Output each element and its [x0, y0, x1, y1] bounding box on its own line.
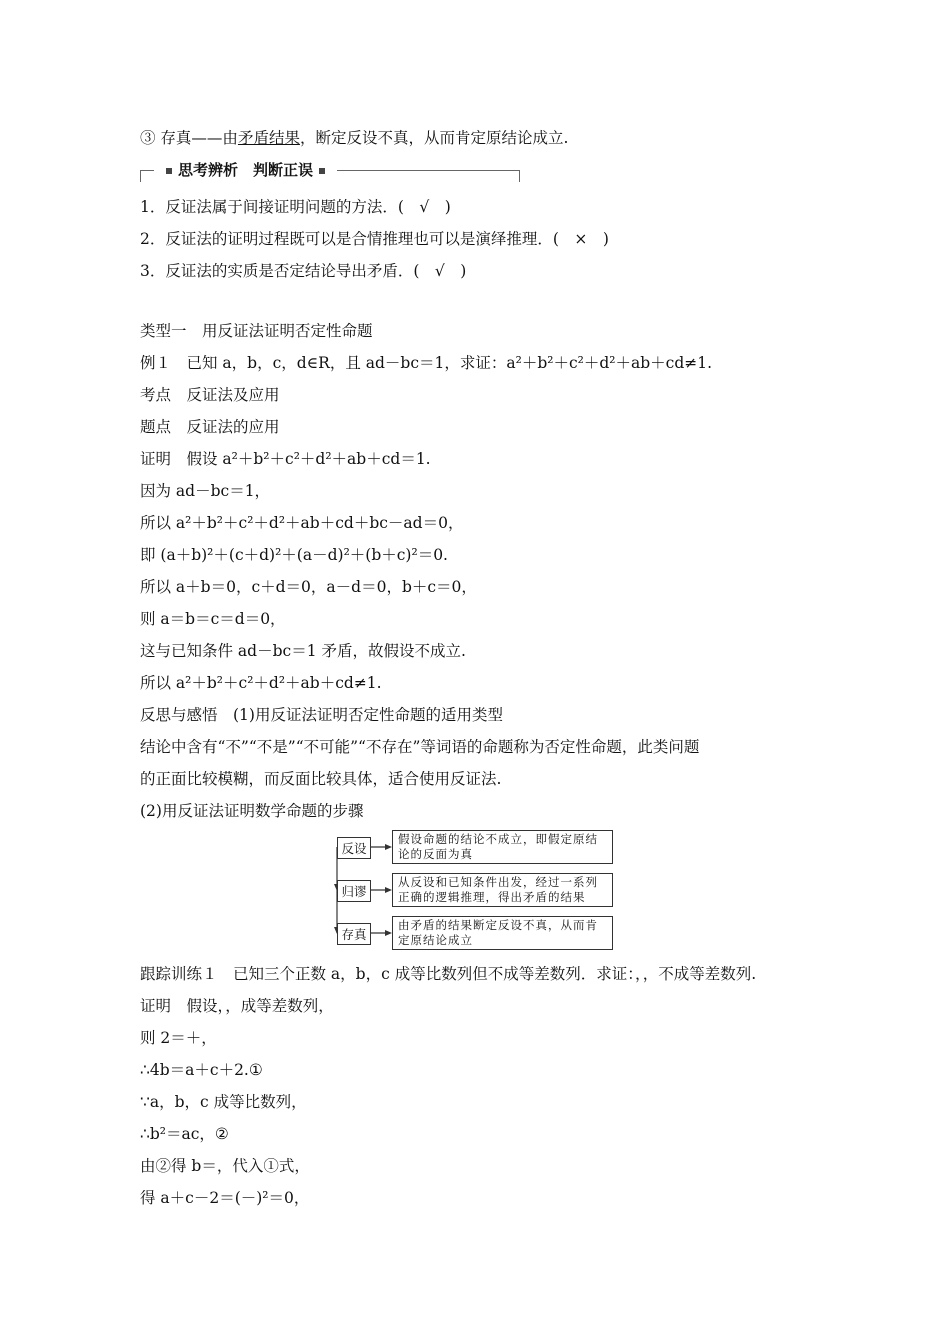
- kaodian: 考点 反证法及应用: [140, 386, 280, 404]
- example-1: 例１ 已知 a，b，c，d∈R，且 ad－bc＝1，求证：a²＋b²＋c²＋d²＋ab＋cd≠1.: [140, 354, 713, 372]
- track-line-3: 则 2＝＋，: [140, 1029, 217, 1047]
- proof-line-5: 所以 a＋b＝0，c＋d＝0，a－d＝0，b＋c＝0，: [140, 578, 477, 596]
- track-line-2: 证明 假设，，成等差数列，: [140, 997, 334, 1015]
- underlined-term: 矛盾结果: [237, 129, 300, 147]
- track-exercise: 跟踪训练１ 已知三个正数 a，b，c 成等比数列但不成等差数列．求证：，，不成等差数列.: [140, 965, 757, 983]
- flow-step-2-desc: 从反设和已知条件出发，经过一系列正确的逻辑推理，得出矛盾的结果: [392, 873, 613, 907]
- question-2: 2．反证法的证明过程既可以是合情推理也可以是演绎推理．( × ): [140, 230, 609, 248]
- step-three-text: ③ 存真——由矛盾结果，断定反设不真，从而肯定原结论成立.: [140, 129, 569, 147]
- tidian: 题点 反证法的应用: [140, 418, 280, 436]
- flow-step-1-desc: 假设命题的结论不成立，即假定原结论的反面为真: [392, 830, 613, 864]
- reflection-heading: 反思与感悟 (1)用反证法证明否定性命题的适用类型: [140, 706, 503, 724]
- proof-line-4: 即 (a＋b)²＋(c＋d)²＋(a－d)²＋(b＋c)²＝0.: [140, 546, 448, 564]
- flow-step-1: 反设: [337, 837, 371, 859]
- track-line-8: 得 a＋c－2＝(－)²＝0，: [140, 1189, 310, 1207]
- question-1: 1．反证法属于间接证明问题的方法．( √ ): [140, 198, 451, 216]
- proof-line-7: 这与已知条件 ad－bc＝1 矛盾，故假设不成立.: [140, 642, 466, 660]
- question-3: 3．反证法的实质是否定结论导出矛盾．( √ ): [140, 262, 467, 280]
- square-bullet-icon: [319, 168, 325, 174]
- square-bullet-icon: [166, 168, 172, 174]
- reflection-line-4: (2)用反证法证明数学命题的步骤: [140, 802, 364, 820]
- section-banner: [140, 160, 520, 184]
- track-line-6: ∴b²＝ac，②: [140, 1125, 229, 1143]
- proof-line-2: 因为 ad－bc＝1，: [140, 482, 271, 500]
- proof-line-6: 则 a＝b＝c＝d＝0，: [140, 610, 286, 628]
- proof-steps-flowchart: [333, 828, 615, 952]
- flow-step-3-desc: 由矛盾的结果断定反设不真，从而肯定原结论成立: [392, 916, 613, 950]
- flow-step-3: 存真: [337, 923, 371, 945]
- flow-step-2: 归谬: [337, 880, 371, 902]
- reflection-line-2: 结论中含有“不”“不是”“不可能”“不存在”等词语的命题称为否定性命题，此类问题: [140, 738, 700, 756]
- track-line-5: ∵a，b，c 成等比数列，: [140, 1093, 307, 1111]
- track-line-7: 由②得 b＝，代入①式，: [140, 1157, 310, 1175]
- banner-title: 思考辨析 判断正误: [178, 161, 314, 179]
- track-line-4: ∴4b＝a＋c＋2.①: [140, 1061, 263, 1079]
- proof-line-3: 所以 a²＋b²＋c²＋d²＋ab＋cd＋bc－ad＝0，: [140, 514, 464, 532]
- proof-line-8: 所以 a²＋b²＋c²＋d²＋ab＋cd≠1.: [140, 674, 382, 692]
- proof-line-1: 证明 假设 a²＋b²＋c²＋d²＋ab＋cd＝1.: [140, 450, 431, 468]
- type-heading: 类型一 用反证法证明否定性命题: [140, 322, 373, 340]
- reflection-line-3: 的正面比较模糊，而反面比较具体，适合使用反证法.: [140, 770, 502, 788]
